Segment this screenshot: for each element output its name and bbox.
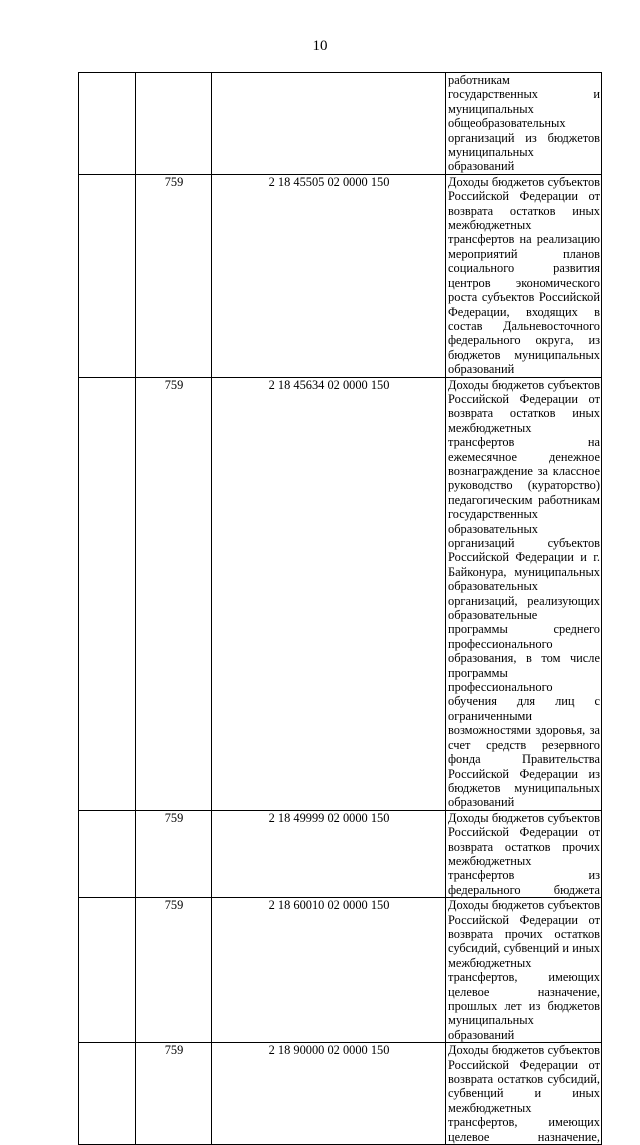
empty-cell <box>79 377 136 810</box>
description-cell: Доходы бюджетов субъектов Российской Федерации от возврата прочих остатков субсидий, субвенций и иных межбюджетных трансфертов, имеющих целевое назначение, прошлых лет из бюджетов муниципальных образований <box>446 898 602 1043</box>
admin-code-cell: 759 <box>136 377 212 810</box>
admin-code-cell: 759 <box>136 1043 212 1145</box>
admin-code-cell <box>136 73 212 175</box>
table-row <box>79 1043 602 1145</box>
kbk-code-cell: 2 18 45505 02 0000 150 <box>212 174 446 377</box>
kbk-code-cell: 2 18 90000 02 0000 150 <box>212 1043 446 1145</box>
description-cell: Доходы бюджетов субъектов Российской Федерации от возврата остатков прочих межбюджетных трансфертов из федерального бюджета <box>446 810 602 897</box>
description-cell: Доходы бюджетов субъектов Российской Федерации от возврата остатков иных межбюджетных трансфертов на ежемесячное денежное вознаграждение за классное руководство (кураторство) педагогическим работникам государственных образовательных организаций субъектов Российской Федерации и г. Байконура, муниципальных образовательных организаций, реализующих образовательные программы среднего профессионального образования, в том числе программы профессионального обучения для лиц с ограниченными возможностями здоровья, за счет средств резервного фонда Правительства Российской Федерации из бюджетов муниципальных образований <box>446 377 602 810</box>
description-cell: работникам государственных и муниципальных общеобразовательных организаций из бюджетов муниципальных образований <box>446 73 602 175</box>
table-row <box>79 377 602 810</box>
empty-cell <box>79 1043 136 1145</box>
empty-cell <box>79 73 136 175</box>
admin-code-cell: 759 <box>136 898 212 1043</box>
kbk-code-cell <box>212 73 446 175</box>
table-row <box>79 174 602 377</box>
description-cell: Доходы бюджетов субъектов Российской Федерации от возврата остатков субсидий, субвенций и иных межбюджетных трансфертов, имеющих целевое назначение, <box>446 1043 602 1145</box>
kbk-code-cell: 2 18 45634 02 0000 150 <box>212 377 446 810</box>
admin-code-cell: 759 <box>136 810 212 897</box>
table-row <box>79 73 602 175</box>
empty-cell <box>79 898 136 1043</box>
description-cell: Доходы бюджетов субъектов Российской Федерации от возврата остатков иных межбюджетных трансфертов на реализацию мероприятий планов социального развития центров экономического роста субъектов Российской Федерации, входящих в состав Дальневосточного федерального округа, из бюджетов муниципальных образований <box>446 174 602 377</box>
kbk-code-cell: 2 18 49999 02 0000 150 <box>212 810 446 897</box>
revenue-codes-table <box>78 72 602 1145</box>
kbk-code-cell: 2 18 60010 02 0000 150 <box>212 898 446 1043</box>
empty-cell <box>79 810 136 897</box>
empty-cell <box>79 174 136 377</box>
table-row <box>79 898 602 1043</box>
page-number: 10 <box>312 38 328 54</box>
admin-code-cell: 759 <box>136 174 212 377</box>
table-row <box>79 810 602 897</box>
